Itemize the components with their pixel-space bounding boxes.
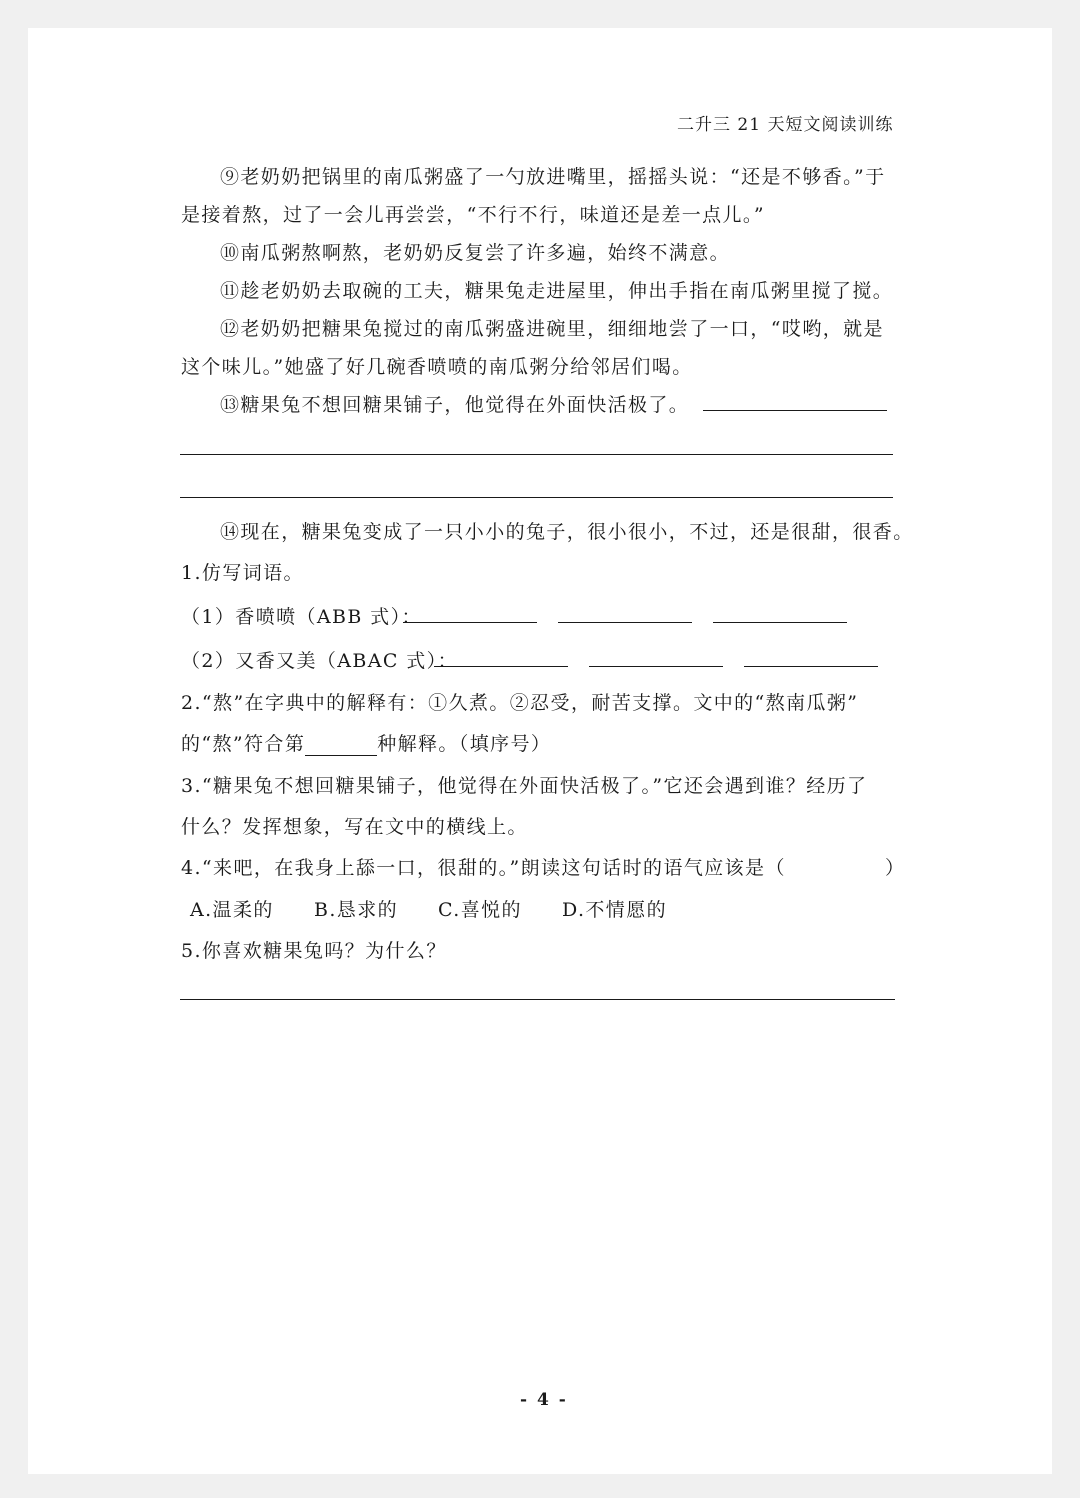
question-4-options (190, 895, 667, 922)
option-c[interactable]: C.喜悦的 (438, 899, 522, 921)
paragraph-9-line-1: ⑨老奶奶把锅里的南瓜粥盛了一勺放进嘴里，摇摇头说：“还是不够香。”于 (220, 166, 886, 188)
question-1-title: 1.仿写词语。 (181, 562, 304, 584)
question-5-text: 5.你喜欢糖果兔吗？为什么？ (181, 940, 447, 962)
answer-line-p13-2[interactable] (180, 497, 893, 498)
question-2-prefix: 的“熬”符合第 (181, 733, 306, 755)
paragraph-11: ⑪趁老奶奶去取碗的工夫，糖果兔走进屋里，伸出手指在南瓜粥里搅了搅。 (220, 280, 894, 302)
answer-blank-1a-2[interactable] (558, 622, 692, 623)
question-1a-label: （1）香喷喷（ABB 式）： (181, 606, 422, 628)
question-2-line-1: 2.“熬”在字典中的解释有：①久煮。②忍受，耐苦支撑。文中的“熬南瓜粥” (181, 692, 859, 714)
answer-blank-1a-1[interactable] (403, 622, 537, 623)
answer-line-q5[interactable] (180, 999, 895, 1000)
page-header: 二升三 21 天短文阅读训练 (677, 115, 894, 135)
answer-line-p13-inline[interactable] (703, 410, 887, 411)
paragraph-13: ⑬糖果兔不想回糖果铺子，他觉得在外面快活极了。 (220, 394, 690, 416)
question-1b-label: （2）又香又美（ABAC 式）： (181, 650, 458, 672)
question-2-line-2 (181, 729, 551, 756)
paragraph-14: ⑭现在，糖果兔变成了一只小小的兔子，很小很小，不过，还是很甜，很香。 (220, 521, 914, 543)
question-4-answer-paren: ） (885, 857, 906, 879)
answer-blank-1b-2[interactable] (589, 666, 723, 667)
option-d[interactable]: D.不情愿的 (562, 899, 667, 921)
question-4-text: 4.“来吧，在我身上舔一口，很甜的。”朗读这句话时的语气应该是（ (181, 857, 786, 879)
question-3-line-1: 3.“糖果兔不想回糖果铺子，他觉得在外面快活极了。”它还会遇到谁？经历了 (181, 775, 868, 797)
option-a[interactable]: A.温柔的 (190, 899, 274, 921)
option-b[interactable]: B.恳求的 (314, 899, 399, 921)
page-number: - 4 - (520, 1390, 568, 1410)
answer-blank-1b-1[interactable] (434, 666, 568, 667)
answer-blank-1a-3[interactable] (713, 622, 847, 623)
answer-blank-1b-3[interactable] (744, 666, 878, 667)
question-3-line-2: 什么？发挥想象，写在文中的横线上。 (181, 816, 528, 838)
question-2-suffix: 种解释。（填序号） (377, 733, 552, 755)
paragraph-12-line-2: 这个味儿。”她盛了好几碗香喷喷的南瓜粥分给邻居们喝。 (181, 356, 693, 378)
answer-blank-q2[interactable] (305, 733, 377, 756)
paragraph-9-line-2: 是接着熬，过了一会儿再尝尝，“不行不行，味道还是差一点儿。” (181, 204, 765, 226)
answer-line-p13-1[interactable] (180, 454, 893, 455)
paragraph-10: ⑩南瓜粥熬啊熬，老奶奶反复尝了许多遍，始终不满意。 (220, 242, 731, 264)
paragraph-12-line-1: ⑫老奶奶把糖果兔搅过的南瓜粥盛进碗里，细细地尝了一口，“哎哟，就是 (220, 318, 884, 340)
